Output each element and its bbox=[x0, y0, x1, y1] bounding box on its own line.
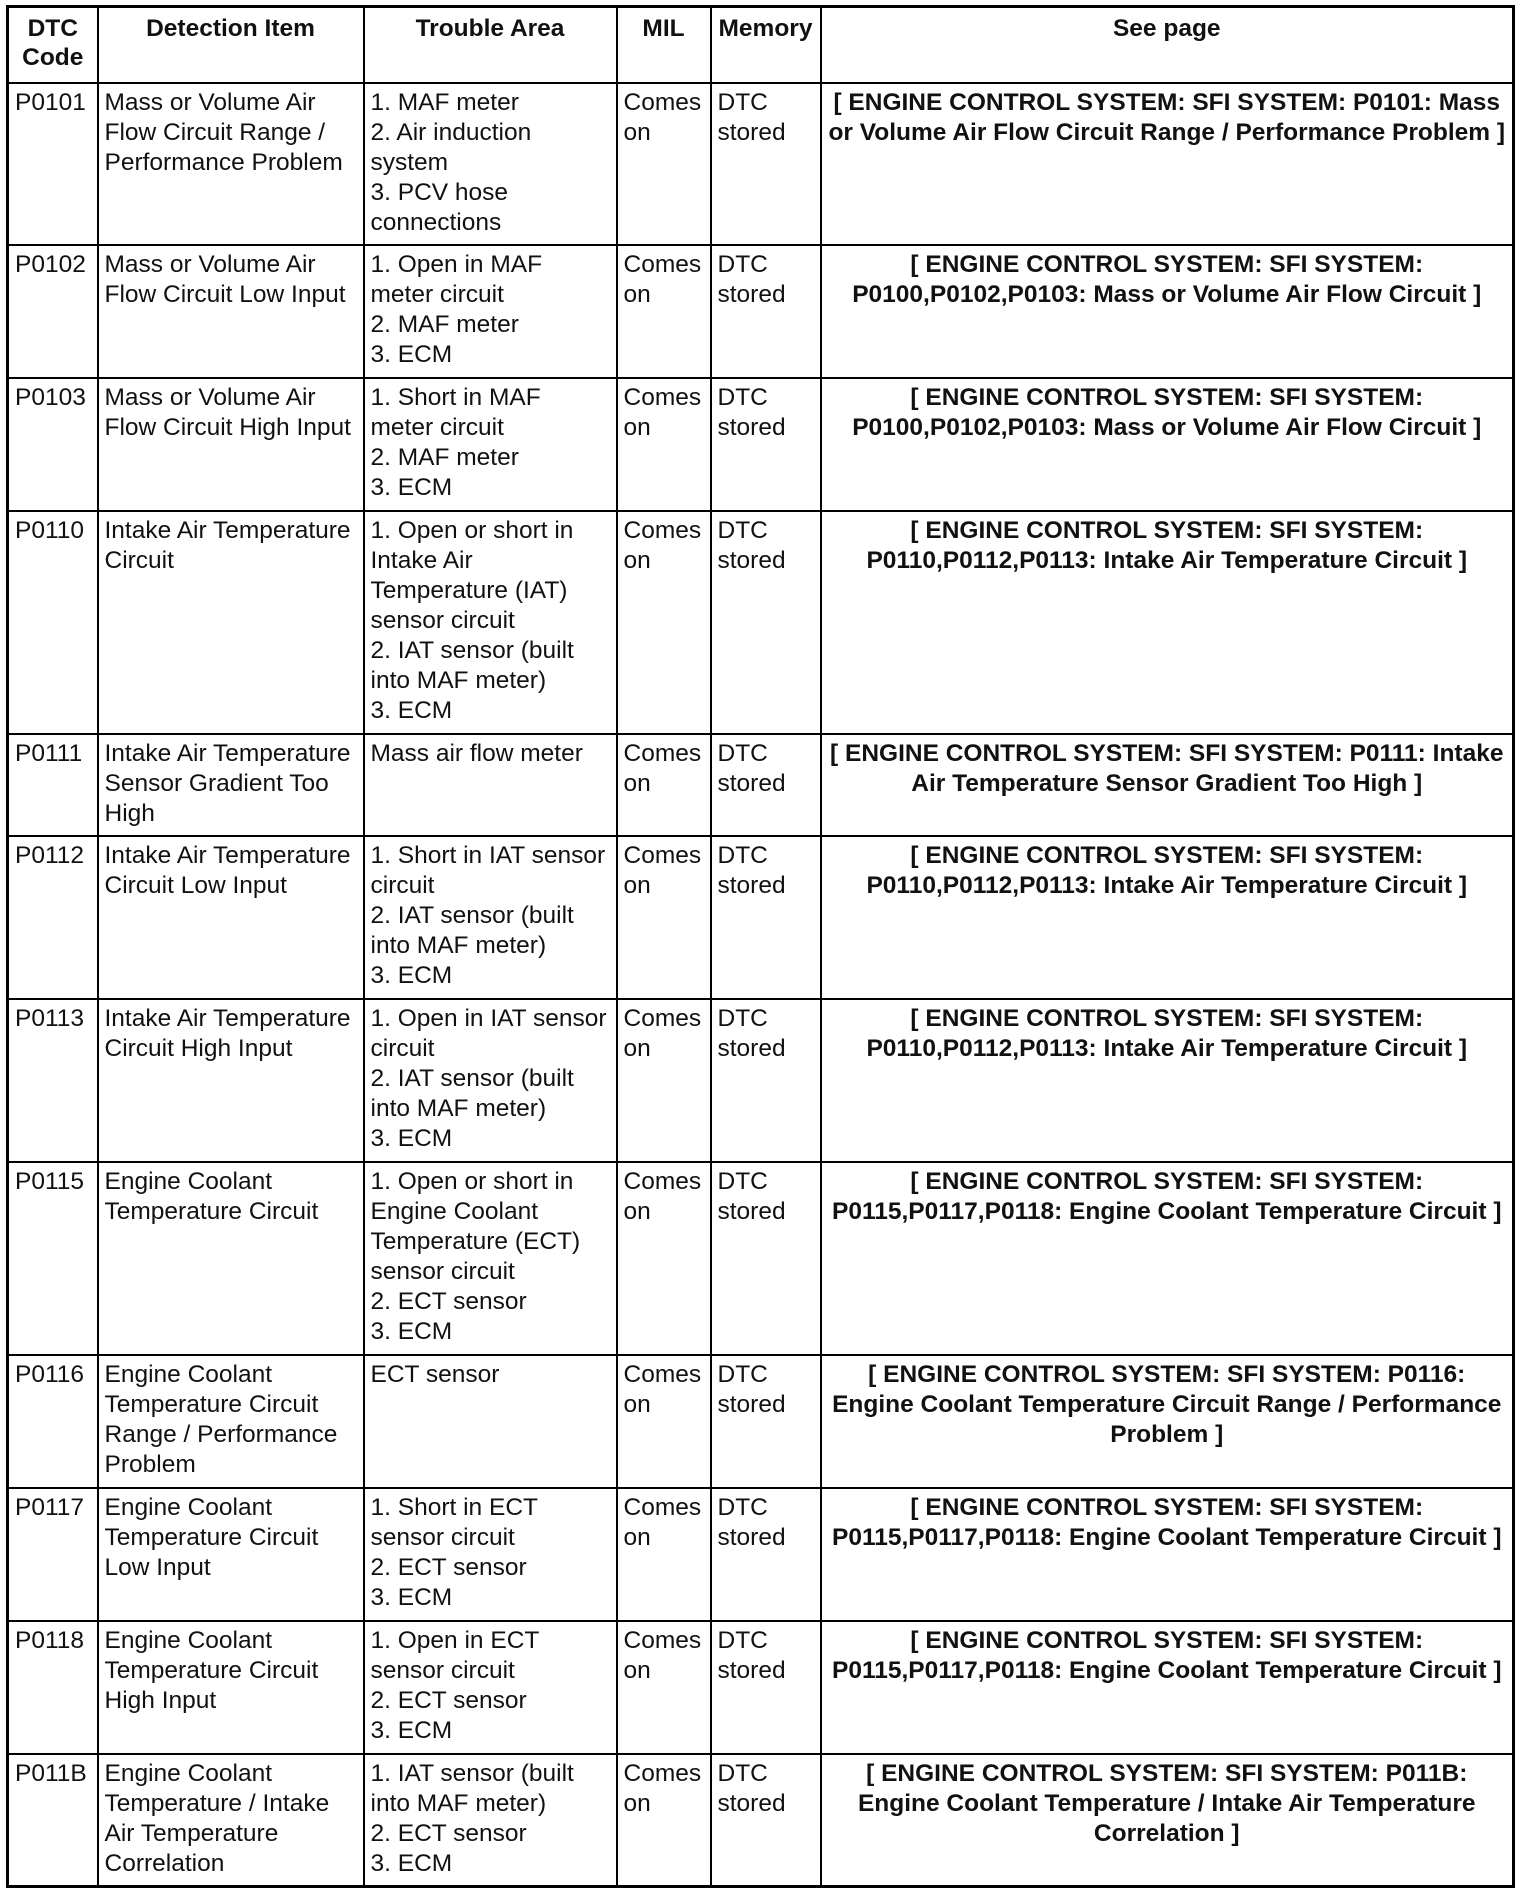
header-see-page: See page bbox=[821, 7, 1514, 83]
see-page-link[interactable]: [ ENGINE CONTROL SYSTEM: SFI SYSTEM: P0101: Mass or Volume Air Flow Circuit Range / Performance Problem ] bbox=[821, 83, 1514, 245]
memory-cell: DTC stored bbox=[711, 1355, 821, 1488]
trouble-area-cell: 1. IAT sensor (built into MAF meter) 2. ECT sensor 3. ECM bbox=[364, 1754, 617, 1887]
see-page-link[interactable]: [ ENGINE CONTROL SYSTEM: SFI SYSTEM: P011B: Engine Coolant Temperature / Intake Air Temperature Correlation ] bbox=[821, 1754, 1514, 1887]
header-detection-item: Detection Item bbox=[98, 7, 364, 83]
memory-cell: DTC stored bbox=[711, 1162, 821, 1355]
mil-cell: Comes on bbox=[617, 836, 711, 999]
trouble-area-cell: ECT sensor bbox=[364, 1355, 617, 1488]
see-page-link[interactable]: [ ENGINE CONTROL SYSTEM: SFI SYSTEM: P0115,P0117,P0118: Engine Coolant Temperature Circuit ] bbox=[821, 1488, 1514, 1621]
trouble-area-cell: 1. Open in MAF meter circuit 2. MAF meter 3. ECM bbox=[364, 245, 617, 378]
see-page-link[interactable]: [ ENGINE CONTROL SYSTEM: SFI SYSTEM: P0110,P0112,P0113: Intake Air Temperature Circuit ] bbox=[821, 511, 1514, 734]
dtc-code-cell: P0103 bbox=[8, 378, 98, 511]
detection-item-cell: Intake Air Temperature Circuit High Input bbox=[98, 999, 364, 1162]
dtc-code-cell: P0101 bbox=[8, 83, 98, 245]
table-header-row bbox=[8, 7, 1514, 83]
trouble-area-cell: 1. Open or short in Intake Air Temperature (IAT) sensor circuit 2. IAT sensor (built into MAF meter) 3. ECM bbox=[364, 511, 617, 734]
dtc-code-cell: P0111 bbox=[8, 734, 98, 836]
dtc-code-cell: P0117 bbox=[8, 1488, 98, 1621]
memory-cell: DTC stored bbox=[711, 1621, 821, 1754]
see-page-link[interactable]: [ ENGINE CONTROL SYSTEM: SFI SYSTEM: P0115,P0117,P0118: Engine Coolant Temperature Circuit ] bbox=[821, 1162, 1514, 1355]
table-row bbox=[8, 999, 1514, 1162]
detection-item-cell: Mass or Volume Air Flow Circuit High Input bbox=[98, 378, 364, 511]
memory-cell: DTC stored bbox=[711, 1488, 821, 1621]
mil-cell: Comes on bbox=[617, 511, 711, 734]
memory-cell: DTC stored bbox=[711, 734, 821, 836]
trouble-area-cell: 1. Open or short in Engine Coolant Temperature (ECT) sensor circuit 2. ECT sensor 3. ECM bbox=[364, 1162, 617, 1355]
memory-cell: DTC stored bbox=[711, 378, 821, 511]
table-row bbox=[8, 1355, 1514, 1488]
table-row bbox=[8, 1162, 1514, 1355]
table-row bbox=[8, 245, 1514, 378]
see-page-link[interactable]: [ ENGINE CONTROL SYSTEM: SFI SYSTEM: P0110,P0112,P0113: Intake Air Temperature Circuit ] bbox=[821, 836, 1514, 999]
mil-cell: Comes on bbox=[617, 1355, 711, 1488]
table-row bbox=[8, 378, 1514, 511]
table-row bbox=[8, 734, 1514, 836]
see-page-link[interactable]: [ ENGINE CONTROL SYSTEM: SFI SYSTEM: P0115,P0117,P0118: Engine Coolant Temperature Circuit ] bbox=[821, 1621, 1514, 1754]
trouble-area-cell: 1. Short in IAT sensor circuit 2. IAT sensor (built into MAF meter) 3. ECM bbox=[364, 836, 617, 999]
header-trouble-area: Trouble Area bbox=[364, 7, 617, 83]
see-page-link[interactable]: [ ENGINE CONTROL SYSTEM: SFI SYSTEM: P0100,P0102,P0103: Mass or Volume Air Flow Circuit ] bbox=[821, 245, 1514, 378]
detection-item-cell: Mass or Volume Air Flow Circuit Low Input bbox=[98, 245, 364, 378]
see-page-link[interactable]: [ ENGINE CONTROL SYSTEM: SFI SYSTEM: P0116: Engine Coolant Temperature Circuit Range / Performance Problem ] bbox=[821, 1355, 1514, 1488]
dtc-code-cell: P0118 bbox=[8, 1621, 98, 1754]
memory-cell: DTC stored bbox=[711, 245, 821, 378]
mil-cell: Comes on bbox=[617, 734, 711, 836]
memory-cell: DTC stored bbox=[711, 1754, 821, 1887]
memory-cell: DTC stored bbox=[711, 836, 821, 999]
table-row bbox=[8, 83, 1514, 245]
see-page-link[interactable]: [ ENGINE CONTROL SYSTEM: SFI SYSTEM: P0111: Intake Air Temperature Sensor Gradient Too High ] bbox=[821, 734, 1514, 836]
mil-cell: Comes on bbox=[617, 1162, 711, 1355]
dtc-code-cell: P0102 bbox=[8, 245, 98, 378]
detection-item-cell: Mass or Volume Air Flow Circuit Range / Performance Problem bbox=[98, 83, 364, 245]
header-dtc-code: DTC Code bbox=[8, 7, 98, 83]
mil-cell: Comes on bbox=[617, 999, 711, 1162]
see-page-link[interactable]: [ ENGINE CONTROL SYSTEM: SFI SYSTEM: P0110,P0112,P0113: Intake Air Temperature Circuit ] bbox=[821, 999, 1514, 1162]
trouble-area-cell: Mass air flow meter bbox=[364, 734, 617, 836]
mil-cell: Comes on bbox=[617, 378, 711, 511]
dtc-code-cell: P0113 bbox=[8, 999, 98, 1162]
detection-item-cell: Engine Coolant Temperature / Intake Air Temperature Correlation bbox=[98, 1754, 364, 1887]
mil-cell: Comes on bbox=[617, 1754, 711, 1887]
dtc-code-cell: P0116 bbox=[8, 1355, 98, 1488]
memory-cell: DTC stored bbox=[711, 83, 821, 245]
trouble-area-cell: 1. Open in IAT sensor circuit 2. IAT sensor (built into MAF meter) 3. ECM bbox=[364, 999, 617, 1162]
detection-item-cell: Intake Air Temperature Sensor Gradient Too High bbox=[98, 734, 364, 836]
dtc-table bbox=[6, 5, 1515, 1888]
table-row bbox=[8, 511, 1514, 734]
trouble-area-cell: 1. Short in ECT sensor circuit 2. ECT sensor 3. ECM bbox=[364, 1488, 617, 1621]
trouble-area-cell: 1. MAF meter 2. Air induction system 3. PCV hose connections bbox=[364, 83, 617, 245]
header-memory: Memory bbox=[711, 7, 821, 83]
table-row bbox=[8, 1488, 1514, 1621]
mil-cell: Comes on bbox=[617, 245, 711, 378]
dtc-code-cell: P011B bbox=[8, 1754, 98, 1887]
detection-item-cell: Engine Coolant Temperature Circuit Low Input bbox=[98, 1488, 364, 1621]
dtc-code-cell: P0112 bbox=[8, 836, 98, 999]
header-mil: MIL bbox=[617, 7, 711, 83]
detection-item-cell: Intake Air Temperature Circuit bbox=[98, 511, 364, 734]
dtc-code-cell: P0110 bbox=[8, 511, 98, 734]
table-row bbox=[8, 1754, 1514, 1887]
detection-item-cell: Engine Coolant Temperature Circuit Range / Performance Problem bbox=[98, 1355, 364, 1488]
detection-item-cell: Engine Coolant Temperature Circuit bbox=[98, 1162, 364, 1355]
dtc-code-cell: P0115 bbox=[8, 1162, 98, 1355]
see-page-link[interactable]: [ ENGINE CONTROL SYSTEM: SFI SYSTEM: P0100,P0102,P0103: Mass or Volume Air Flow Circuit ] bbox=[821, 378, 1514, 511]
mil-cell: Comes on bbox=[617, 1621, 711, 1754]
memory-cell: DTC stored bbox=[711, 511, 821, 734]
memory-cell: DTC stored bbox=[711, 999, 821, 1162]
mil-cell: Comes on bbox=[617, 83, 711, 245]
detection-item-cell: Intake Air Temperature Circuit Low Input bbox=[98, 836, 364, 999]
trouble-area-cell: 1. Short in MAF meter circuit 2. MAF meter 3. ECM bbox=[364, 378, 617, 511]
detection-item-cell: Engine Coolant Temperature Circuit High Input bbox=[98, 1621, 364, 1754]
trouble-area-cell: 1. Open in ECT sensor circuit 2. ECT sensor 3. ECM bbox=[364, 1621, 617, 1754]
table-row bbox=[8, 1621, 1514, 1754]
mil-cell: Comes on bbox=[617, 1488, 711, 1621]
table-row bbox=[8, 836, 1514, 999]
